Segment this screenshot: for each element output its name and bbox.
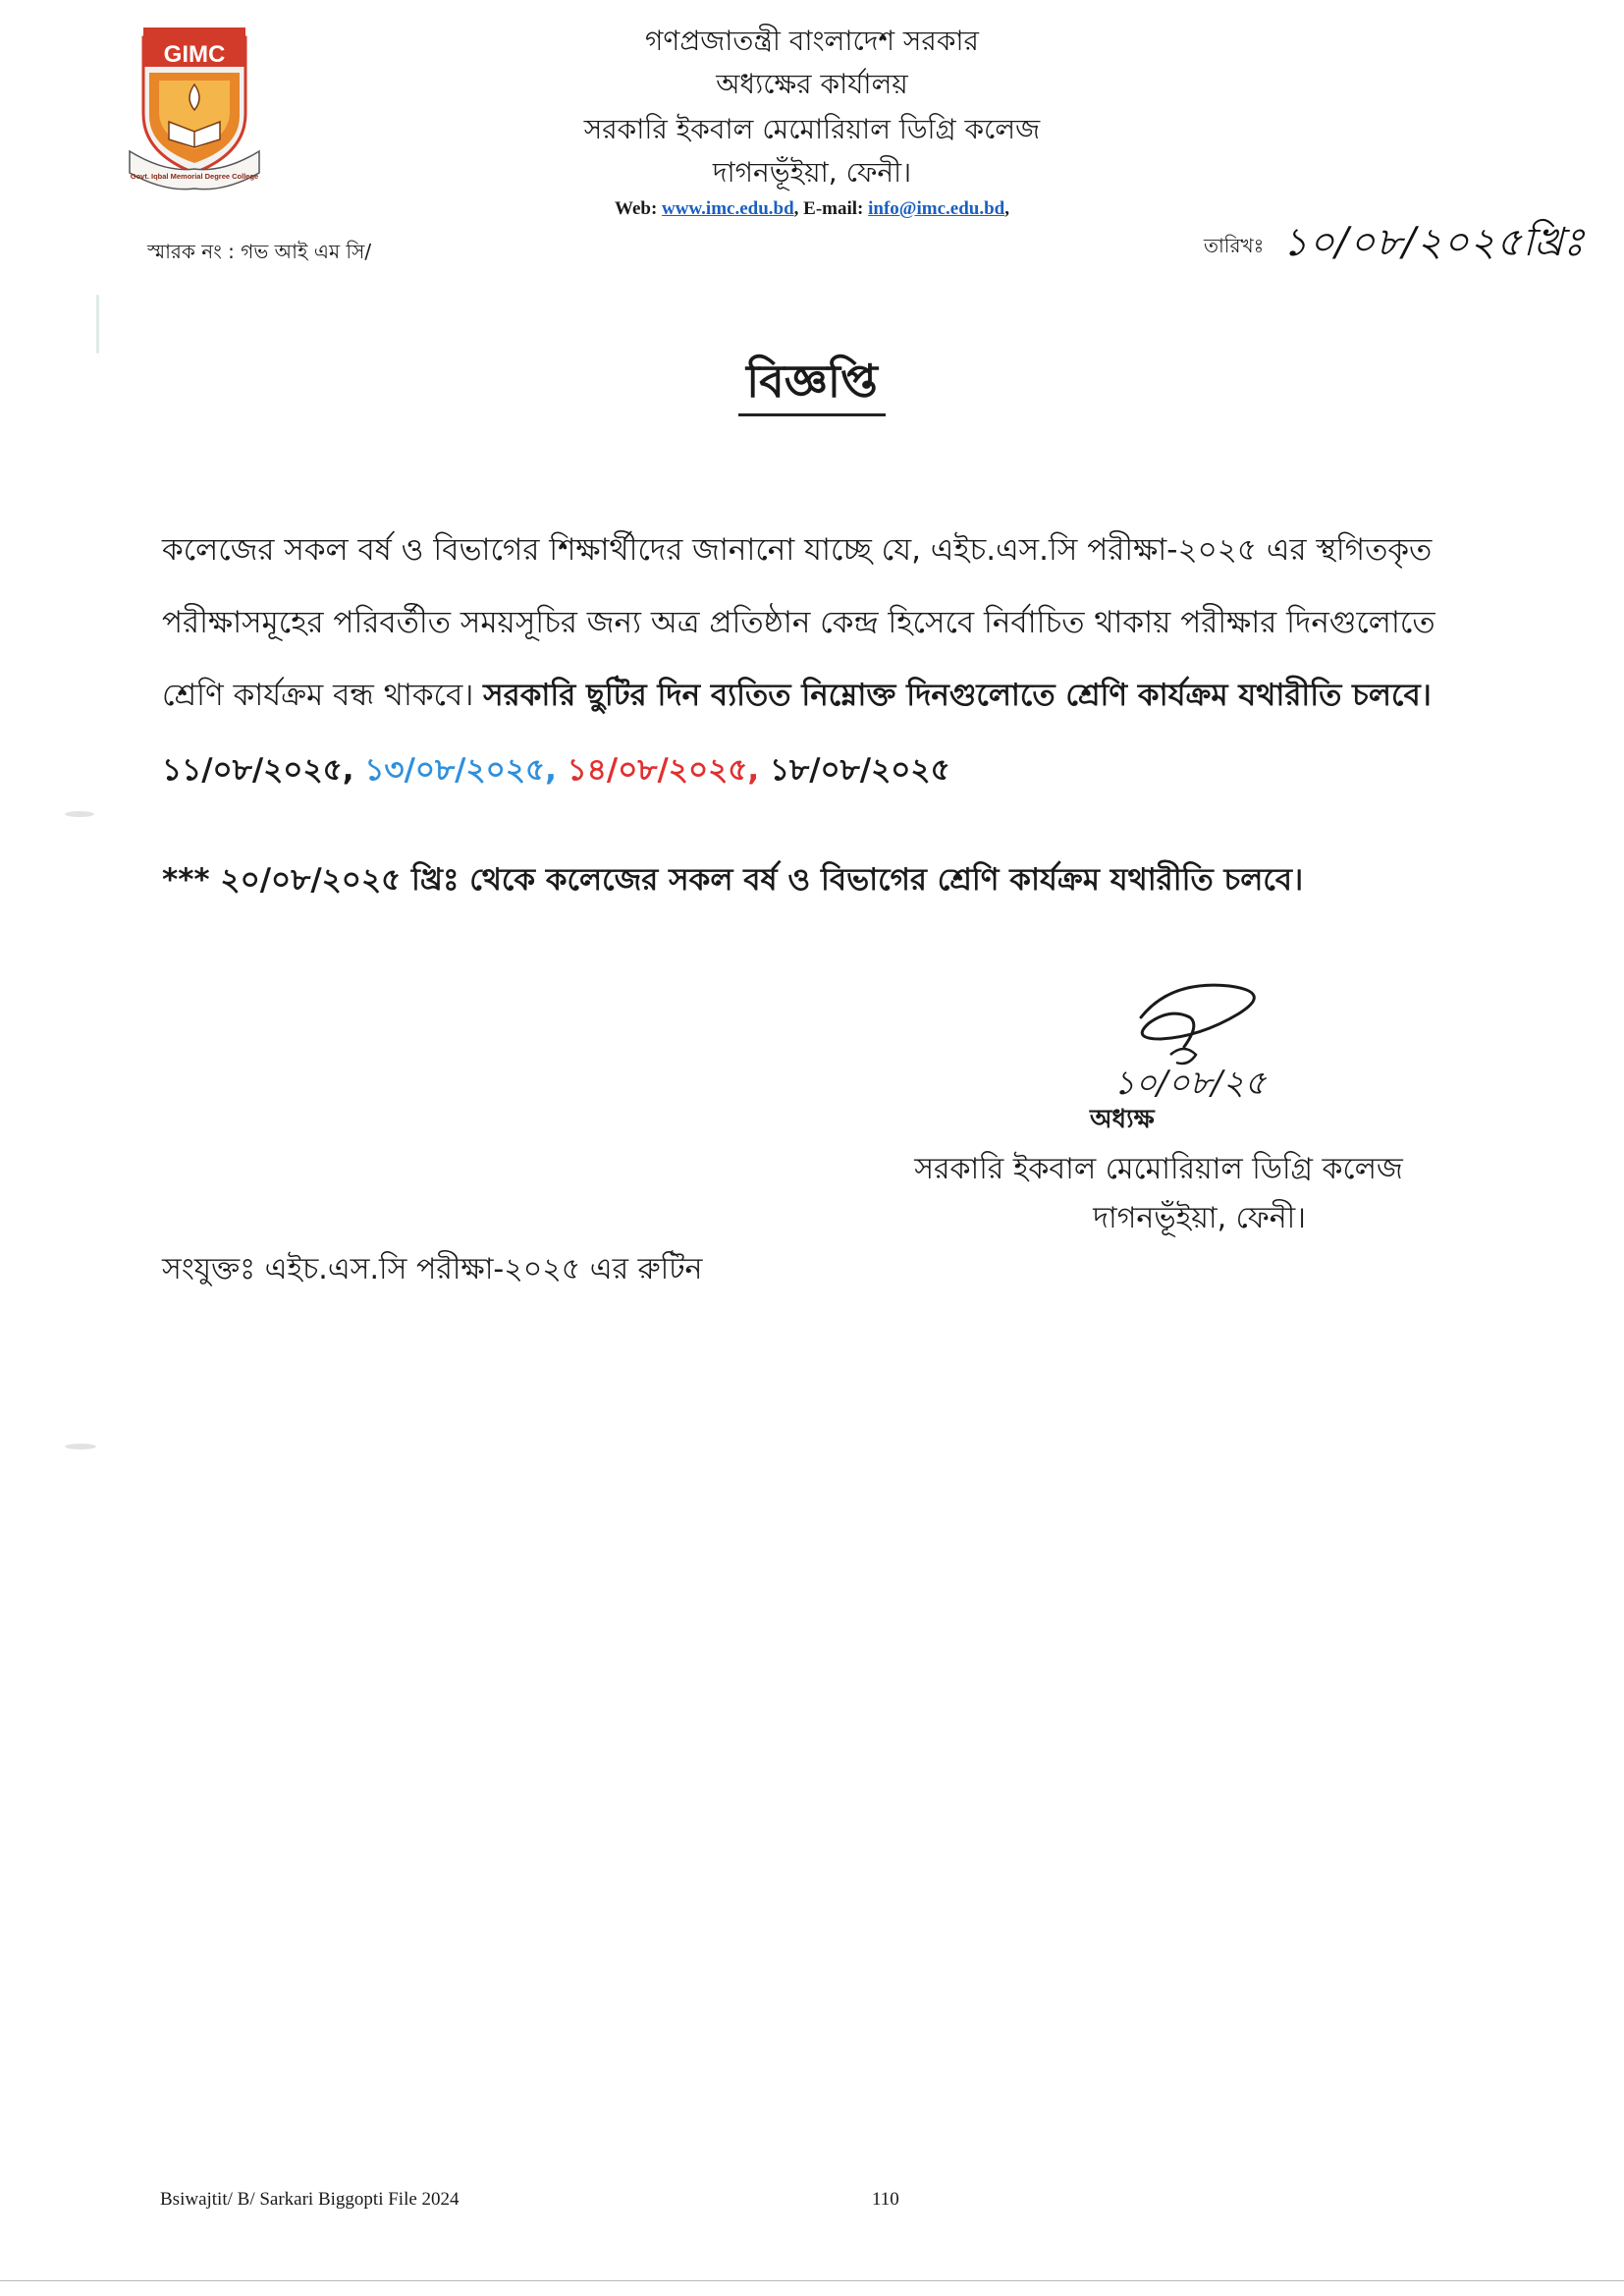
resume-classes-line: *** ২০/০৮/২০২৫ খ্রিঃ থেকে কলেজের সকল বর্ষ ও বিভাগের শ্রেণি কার্যক্রম যথারীতি চলবে। (162, 862, 1304, 898)
notice-body-line-1: কলেজের সকল বর্ষ ও বিভাগের শিক্ষার্থীদের জানানো যাচ্ছে যে, এইচ.এস.সি পরীক্ষা-২০২৫ এর স্থগিতকৃত (162, 532, 1433, 568)
signatory-location: দাগনভূঁইয়া, ফেনী। (1093, 1201, 1306, 1235)
class-date: ১৪/০৮/২০২৫, (567, 752, 770, 788)
scan-mark (65, 1444, 96, 1449)
handwritten-date: ১০/০৮/২০২৫খ্রিঃ (1282, 220, 1586, 265)
college-name: সরকারি ইকবাল মেমোরিয়াল ডিগ্রি কলেজ (583, 113, 1041, 145)
footer-page-number: 110 (872, 2189, 899, 2210)
notice-body-line-3 (162, 674, 1527, 717)
scan-mark (96, 295, 99, 354)
page-bottom-edge (0, 2280, 1624, 2281)
office-name: অধ্যক্ষের কার্যালয় (716, 68, 908, 100)
notice-title (0, 352, 1624, 410)
notice-body-line-3-normal: শ্রেণি কার্যক্রম বন্ধ থাকবে। (162, 678, 484, 713)
class-date: ১৩/০৮/২০২৫, (364, 752, 568, 788)
svg-text:Govt. Iqbal Memorial Degree Co: Govt. Iqbal Memorial Degree College (130, 172, 259, 181)
class-date: ১৮/০৮/২০২৫ (769, 752, 950, 788)
class-date: ১১/০৮/২০২৫, (162, 752, 365, 788)
notice-body-line-3-bold: সরকারি ছুটির দিন ব্যতিত নিম্নোক্ত দিনগুলোতে শ্রেণি কার্যক্রম যথারীতি চলবে। (483, 678, 1432, 713)
principal-signature (1102, 978, 1327, 1112)
notice-body-line-2: পরীক্ষাসমূহের পরিবর্তীত সময়সূচির জন্য অত্র প্রতিষ্ঠান কেন্দ্র হিসেবে নির্বাচিত থাকায় পরীক্ষার দিনগুলোতে (162, 605, 1435, 640)
government-name: গণপ্রজাতন্ত্রী বাংলাদেশ সরকার (645, 25, 979, 57)
contact-line: Web: www.imc.edu.bd, E-mail: info@imc.edu.bd, (615, 198, 1009, 219)
signatory-college: সরকারি ইকবাল মেমোরিয়াল ডিগ্রি কলেজ (914, 1152, 1403, 1186)
web-label: Web: (615, 198, 658, 219)
svg-text:GIMC: GIMC (163, 41, 226, 68)
notice-title-text: বিজ্ঞপ্তি (738, 355, 886, 416)
svg-text:১০/০৮/২৫: ১০/০৮/২৫ (1113, 1064, 1267, 1103)
class-dates-list (162, 748, 1527, 792)
scan-mark (65, 811, 94, 817)
email-label: E-mail: (803, 198, 864, 219)
footer-file-reference: Bsiwajtit/ B/ Sarkari Biggopti File 2024 (160, 2189, 460, 2210)
date-label: তারিখঃ (1204, 234, 1265, 257)
college-location: দাগনভূঁইয়া, ফেনী। (712, 156, 912, 189)
memo-number: স্মারক নং : গভ আই এম সি/ (147, 240, 372, 263)
attachment-note: সংযুক্তঃ এইচ.এস.সি পরীক্ষা-২০২৫ এর রুটিন (162, 1252, 703, 1286)
email-link[interactable]: info@imc.edu.bd (868, 198, 1005, 219)
signatory-designation: অধ্যক্ষ (1090, 1105, 1155, 1134)
website-link[interactable]: www.imc.edu.bd (662, 198, 794, 219)
